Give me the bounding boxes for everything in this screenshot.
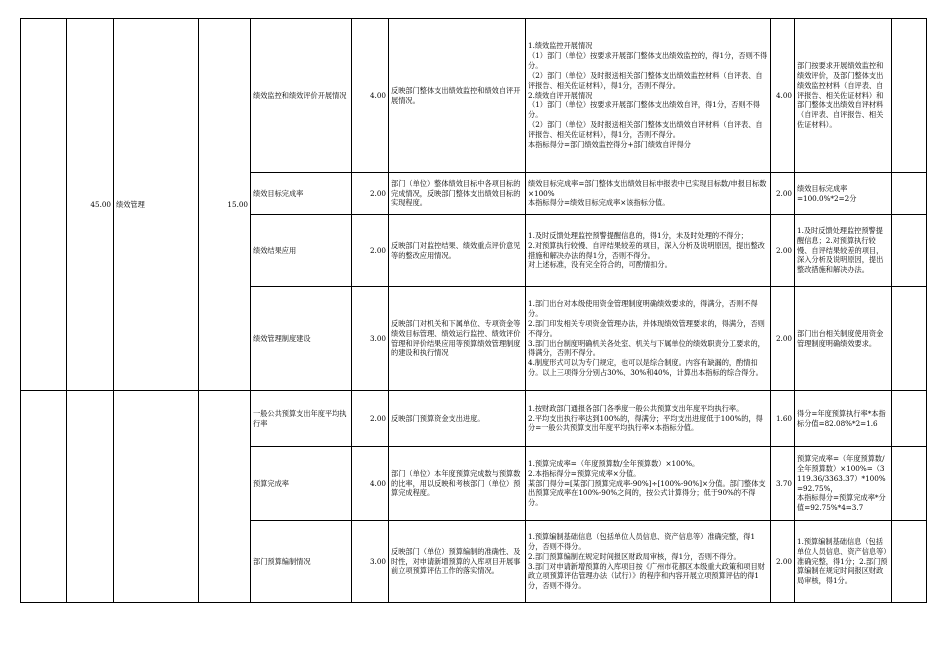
weight-cell: 2.00: [352, 391, 389, 447]
blank-cell: [21, 19, 67, 391]
blank-cell: [892, 447, 927, 521]
description-cell: 反映部门预算资金支出进度。: [389, 391, 526, 447]
note-cell: 绩效目标完成率 =100.0%*2=2分: [795, 173, 892, 215]
blank-cell: [67, 391, 114, 603]
description-cell: 反映部门对机关和下属单位、专项资金等绩效目标管理、绩效运行监控、绩效评价管理和评价结果应用等预算绩效管理制度的建设和执行情况: [389, 287, 526, 391]
indicator-cell: 绩效结果应用: [251, 215, 352, 287]
weight-cell: 4.00: [352, 447, 389, 521]
indicator-cell: 绩效目标完成率: [251, 173, 352, 215]
weight-cell: 3.00: [352, 521, 389, 603]
criteria-cell: 绩效目标完成率=部门整体支出绩效目标申报表中已实现目标数/申报目标数×100% 本指标得分=绩效目标完成率×该指标分值。: [526, 173, 771, 215]
weight-cell: 2.00: [352, 215, 389, 287]
indicator-cell: 一般公共预算支出年度平均执行率: [251, 391, 352, 447]
description-cell: 反映部门对监控结果、绩效重点评价意见等的整改应用情况。: [389, 215, 526, 287]
note-cell: 预算完成率=（年度预算数/全年预算数）×100%=（3119.36/3363.37）*100%=92.75%， 本指标得分=预算完成率*分值=92.75%*4=3.7: [795, 447, 892, 521]
criteria-cell: 1.预算完成率=（年度预算数/全年预算数）×100%。 2.本指标得分=预算完成率×分值。 某部门得分=[某部门预算完成率-90%]÷[100%-90%]×分值。部门整体支出预算完成率在100%-90%之间的，按公式计算得分；低于90%的不得分。: [526, 447, 771, 521]
criteria-cell: 1.部门出台对本级使用资金管理制度明确绩效要求的，得满分，否则不得分。 2.部门印发相关专项资金管理办法，并体现绩效管理要求的，得满分，否则不得分。 3.部门出台制度明确机关各处室、机关与下属单位的绩效职责分工要求的，得满分，否则不得分。 4.制度形式可以为专门规定，也可以是综合制度。内容有缺漏的，酌情扣分。以上三项得分分别占30%、30%和40%，计算出本指标的综合得分。: [526, 287, 771, 391]
blank-cell: [114, 391, 199, 603]
indicator-cell: 绩效监控和绩效评价开展情况: [251, 19, 352, 173]
criteria-cell: 1.按财政部门通报各部门各季度一般公共预算支出年度平均执行率。 2.平均支出执行率达到100%的，得满分；平均支出进度低于100%的，得分=一般公共预算支出年度平均执行率×本指标分值。: [526, 391, 771, 447]
score-cell: 3.70: [771, 447, 795, 521]
indicator-cell: 预算完成率: [251, 447, 352, 521]
description-cell: 部门（单位）本年度预算完成数与预算数的比率，用以反映和考核部门（单位）预算完成程度。: [389, 447, 526, 521]
blank-cell: [892, 521, 927, 603]
group-score: 45.00: [67, 19, 114, 391]
table-row: [21, 19, 927, 173]
note-cell: 1.及时反馈处理监控预警提醒信息；2.对预算执行较慢、自评结果较差的项目，深入分析及说明原因，提出整改措施和解决办法。: [795, 215, 892, 287]
indicator-cell: 绩效管理制度建设: [251, 287, 352, 391]
blank-cell: [892, 19, 927, 173]
blank-cell: [892, 391, 927, 447]
score-cell: 4.00: [771, 19, 795, 173]
blank-cell: [892, 215, 927, 287]
criteria-cell: 1.预算编制基础信息（包括单位人员信息、资产信息等）准确完整，得1分，否则不得分。 2.部门预算编制在规定时间报区财政局审核，得1分，否则不得分。 3.部门对申请新增预算的入库项目按《广州市花都区本级重大政策和项目财政立项预算评估管理办法（试行）》的程序和内容开展立项预算评估的得1分，否则不得分。: [526, 521, 771, 603]
score-cell: 2.00: [771, 215, 795, 287]
description-cell: 反映部门（单位）预算编制的准确性、及时性，对申请新增预算的入库项目开展事前立项预算评估工作的落实情况。: [389, 521, 526, 603]
group-name: 绩效管理: [114, 19, 199, 391]
weight-cell: 2.00: [352, 173, 389, 215]
indicator-cell: 部门预算编制情况: [251, 521, 352, 603]
blank-cell: [199, 391, 251, 603]
criteria-cell: 1.绩效监控开展情况 （1）部门（单位）按要求开展部门整体支出绩效监控的，得1分，否则不得分。 （2）部门（单位）及时报送相关部门整体支出绩效监控材料（自评表、自评报告、相关佐证材料），得1分，否则不得分。 2.绩效自评开展情况 （1）部门（单位）按要求开展部门整体支出绩效自评，得1分，否则不得分。 （2）部门（单位）及时报送相关部门整体支出绩效自评材料（自评表、自评报告、相关佐证材料），得1分，否则不得分。 本指标得分=部门绩效监控得分+部门绩效自评得分: [526, 19, 771, 173]
criteria-cell: 1.及时反馈处理监控预警提醒信息的，得1分，未及时处理的不得分； 2.对预算执行较慢、自评结果较差的项目，深入分析及说明原因，提出整改措施和解决办法的得1分，否则不得分。 对上述标准，没有完全符合的，可酌情扣分。: [526, 215, 771, 287]
weight-cell: 4.00: [352, 19, 389, 173]
table-row: [21, 391, 927, 447]
score-cell: 2.00: [771, 521, 795, 603]
note-cell: 部门出台相关制度使用资金管理制度明确绩效要求。: [795, 287, 892, 391]
group-sub-score: 15.00: [199, 19, 251, 391]
score-cell: 1.60: [771, 391, 795, 447]
blank-cell: [21, 391, 67, 603]
description-cell: 反映部门整体支出绩效监控和绩效自评开展情况。: [389, 19, 526, 173]
blank-cell: [892, 173, 927, 215]
score-cell: 2.00: [771, 287, 795, 391]
performance-evaluation-table: [20, 18, 927, 603]
note-cell: 得分=年度预算执行率*本指标分值=82.08%*2=1.6: [795, 391, 892, 447]
note-cell: 部门按要求开展绩效监控和绩效评价，及部门整体支出绩效监控材料（自评表、自评报告、相关佐证材料）和部门整体支出绩效自评材料（自评表、自评报告、相关佐证材料）。: [795, 19, 892, 173]
weight-cell: 3.00: [352, 287, 389, 391]
note-cell: 1.预算编制基础信息（包括单位人员信息、资产信息等）准确完整，得1分；2.部门预算编制在规定时间报区财政局审核，得1分。: [795, 521, 892, 603]
score-cell: 2.00: [771, 173, 795, 215]
blank-cell: [892, 287, 927, 391]
description-cell: 部门（单位）整体绩效目标中各项目标的完成情况，反映部门整体支出绩效目标的实现程度。: [389, 173, 526, 215]
